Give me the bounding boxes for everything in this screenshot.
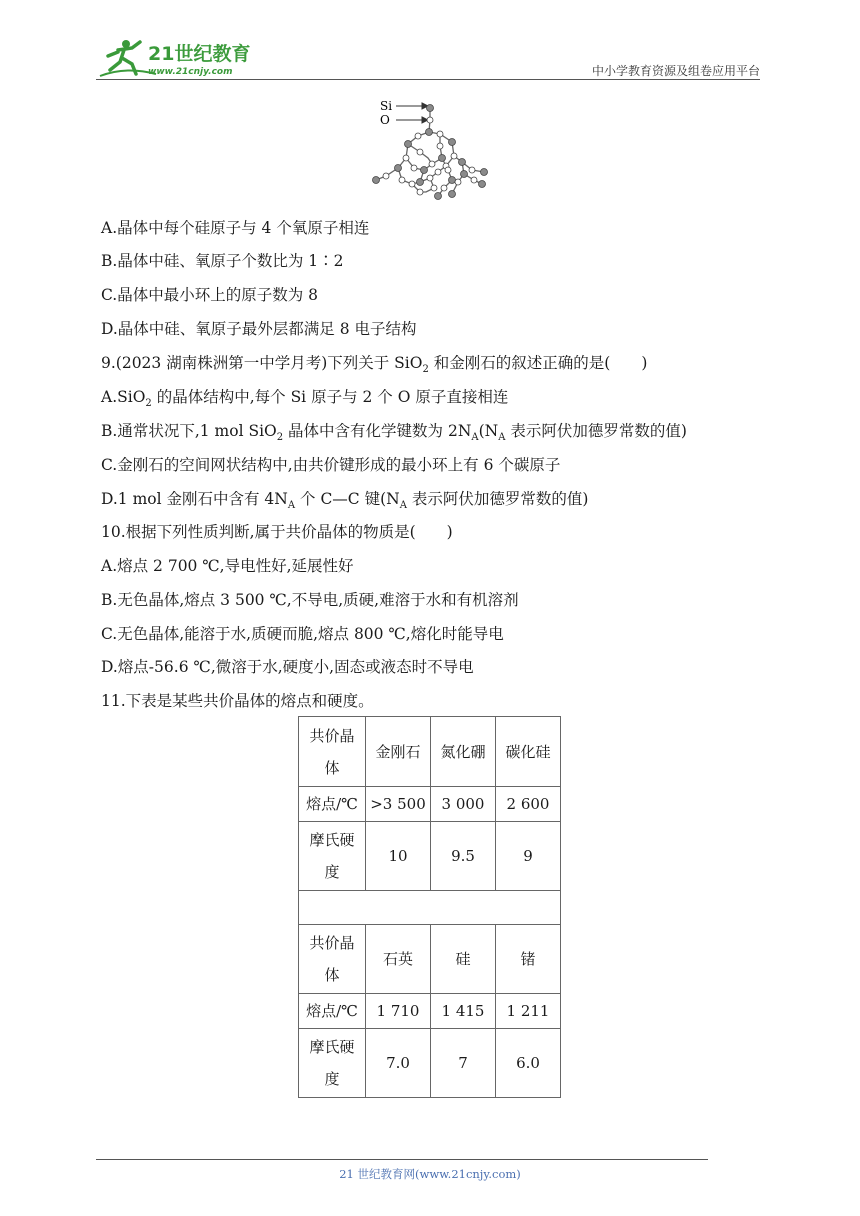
table-row: 共价晶体 石英 硅 锗 bbox=[299, 925, 561, 994]
logo-text: 21世纪教育 bbox=[148, 43, 251, 65]
table-row: 共价晶体 金刚石 氮化硼 碳化硅 bbox=[299, 717, 561, 787]
q10-option-d: D.熔点-56.6 ℃,微溶于水,硬度小,固态或液态时不导电 bbox=[101, 658, 474, 676]
q9-option-a: A.SiO$_2$ 的晶体结构中,每个 Si 原子与 2 个 O 原子直接相连 bbox=[101, 388, 509, 410]
q10-option-c: C.无色晶体,能溶于水,质硬而脆,熔点 800 ℃,熔化时能导电 bbox=[101, 625, 504, 643]
legend-o-label: O bbox=[380, 113, 390, 127]
crystal-properties-table bbox=[298, 716, 561, 1098]
logo-url: www.21cnjy.com bbox=[148, 67, 233, 77]
table-spacer-row bbox=[299, 891, 561, 925]
q9-stem: 9.(2023 湖南株洲第一中学月考)下列关于 SiO$_2$ 和金刚石的叙述正确的是( ) bbox=[101, 354, 648, 376]
q9-option-d: D.1 mol 金刚石中含有 $4N_A$ 个 C—C 键($N_A$ 表示阿伏加德罗常数的值) bbox=[101, 490, 589, 512]
site-title: 中小学教育资源及组卷应用平台 bbox=[591, 64, 760, 78]
footer-divider bbox=[96, 1159, 708, 1160]
legend-si-label: Si bbox=[380, 99, 393, 113]
q11-stem: 11.下表是某些共价晶体的熔点和硬度。 bbox=[101, 692, 374, 710]
table-row: 摩氏硬度 10 9.5 9 bbox=[299, 822, 561, 891]
q8-option-a: A.晶体中每个硅原子与 4 个氧原子相连 bbox=[101, 219, 370, 237]
logo bbox=[96, 36, 266, 80]
sio2-structure-figure bbox=[368, 96, 492, 208]
q10-option-b: B.无色晶体,熔点 3 500 ℃,不导电,质硬,难溶于水和有机溶剂 bbox=[101, 591, 519, 609]
q9-option-b: B.通常状况下,1 mol SiO$_2$ 晶体中含有化学键数为 $2N_A(N_A$ 表示阿伏加德罗常数的值) bbox=[101, 422, 687, 444]
q8-option-d: D.晶体中硅、氧原子最外层都满足 8 电子结构 bbox=[101, 320, 417, 338]
page-header bbox=[96, 36, 760, 80]
q8-option-c: C.晶体中最小环上的原子数为 8 bbox=[101, 286, 319, 304]
q8-option-b: B.晶体中硅、氧原子个数比为 1∶2 bbox=[101, 252, 344, 270]
table-row: 熔点/℃ 1 710 1 415 1 211 bbox=[299, 994, 561, 1029]
footer-link[interactable]: 21 世纪教育网(www.21cnjy.com) bbox=[339, 1167, 521, 1181]
q9-option-c: C.金刚石的空间网状结构中,由共价键形成的最小环上有 6 个碳原子 bbox=[101, 456, 561, 474]
header-divider bbox=[96, 79, 760, 80]
q10-stem: 10.根据下列性质判断,属于共价晶体的物质是( ) bbox=[101, 523, 453, 541]
table-row: 熔点/℃ >3 500 3 000 2 600 bbox=[299, 787, 561, 822]
q10-option-a: A.熔点 2 700 ℃,导电性好,延展性好 bbox=[101, 557, 354, 575]
table-row: 摩氏硬度 7.0 7 6.0 bbox=[299, 1029, 561, 1098]
legend-arrows bbox=[396, 103, 428, 123]
